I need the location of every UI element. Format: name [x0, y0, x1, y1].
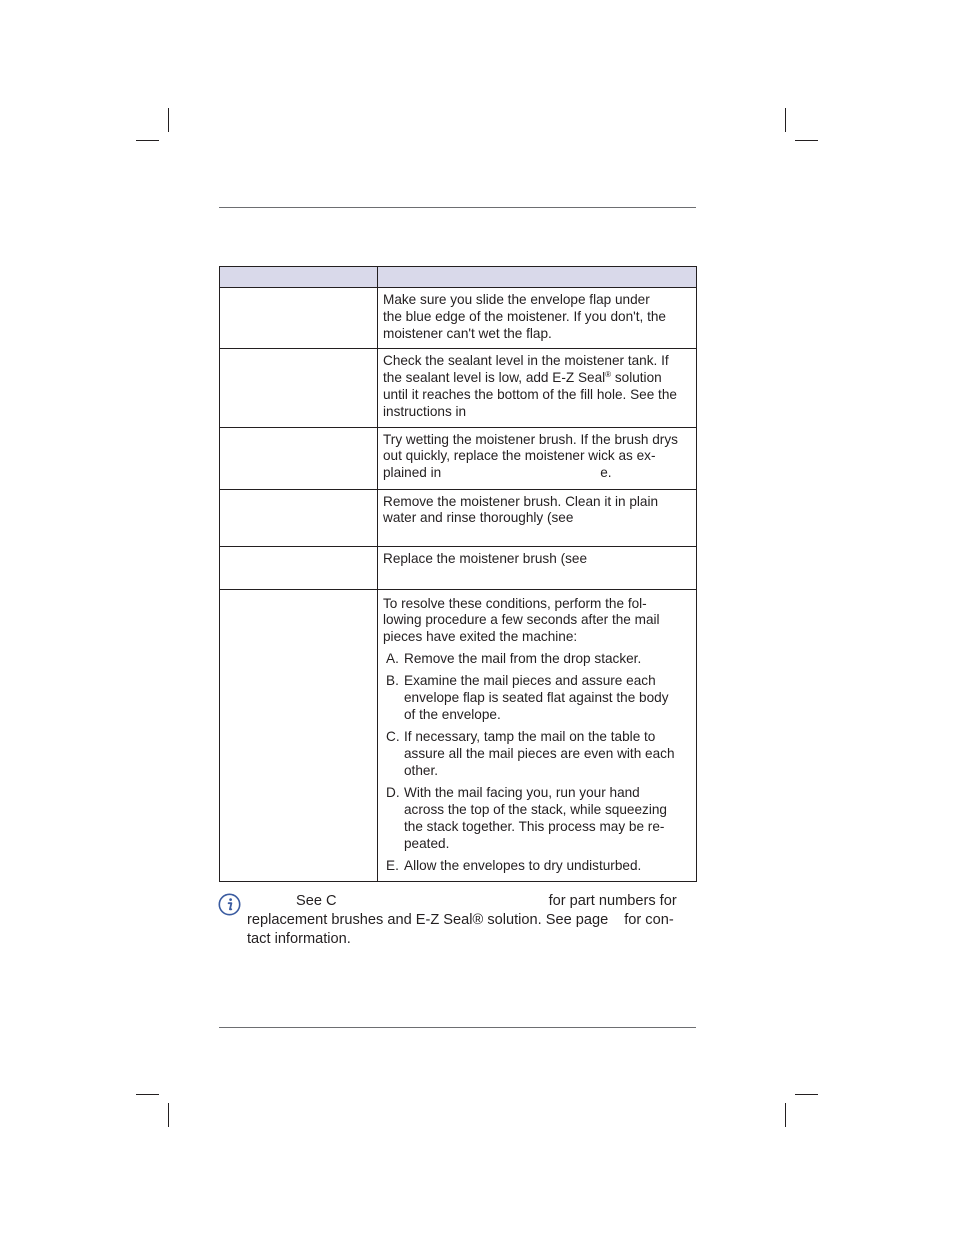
solution-line: plained in — [383, 465, 442, 481]
intro-line: lowing procedure a few seconds after the mail — [383, 612, 660, 628]
table-row — [220, 349, 697, 427]
note-text: See C — [296, 893, 337, 909]
procedure-steps — [383, 651, 691, 875]
solution-line: solution — [611, 370, 662, 386]
step-line: other. — [404, 762, 439, 778]
note-paragraph — [247, 892, 699, 949]
table-header-row — [220, 267, 697, 288]
table-row — [220, 489, 697, 546]
troubleshooting-table — [219, 266, 697, 882]
step-marker: A. — [386, 650, 399, 666]
list-item — [383, 858, 691, 875]
list-item — [383, 785, 691, 852]
solution-line: the blue edge of the moistener. If you don't, the — [383, 308, 666, 324]
solution-line: Try wetting the moistener brush. If the brush drys — [383, 431, 678, 447]
step-line: across the top of the stack, while squeezing — [404, 802, 667, 818]
step-line: Examine the mail pieces and assure each — [404, 673, 656, 689]
solution-line: Remove the moistener brush. Clean it in plain — [383, 493, 659, 509]
solution-line: Replace the moistener brush (see — [383, 550, 588, 566]
step-line: of the envelope. — [404, 706, 501, 722]
table-row — [220, 546, 697, 589]
solution-cell — [378, 489, 697, 546]
solution-line: the sealant level is low, add E-Z Seal — [383, 370, 606, 386]
table-row — [220, 288, 697, 349]
solution-line: water and rinse thoroughly (see — [383, 510, 574, 526]
intro-line: To resolve these conditions, perform the fol- — [383, 595, 647, 611]
crop-mark — [136, 140, 159, 141]
problem-column-header — [220, 267, 378, 288]
step-line: the stack together. This process may be re- — [404, 818, 665, 834]
header-rule — [219, 207, 696, 208]
solution-line: out quickly, replace the moistener wick as ex- — [383, 448, 656, 464]
list-item — [383, 651, 691, 668]
step-marker: B. — [386, 673, 399, 689]
problem-cell — [220, 349, 378, 427]
solution-line: e. — [600, 465, 612, 481]
solution-cell — [378, 427, 697, 489]
note-text: for con- — [624, 912, 674, 928]
step-line: If necessary, tamp the mail on the table to — [404, 729, 656, 745]
note-text: replacement brushes and E-Z Seal® solution. See page — [247, 912, 609, 928]
solution-line: moistener can't wet the flap. — [383, 325, 552, 341]
crop-mark — [795, 140, 818, 141]
problem-cell — [220, 589, 378, 881]
intro-line: pieces have exited the machine: — [383, 629, 578, 645]
solution-cell — [378, 589, 697, 881]
crop-mark — [136, 1094, 159, 1095]
solution-line: until it reaches the bottom of the fill hole. See the — [383, 386, 677, 402]
problem-cell — [220, 427, 378, 489]
crop-mark — [785, 108, 786, 132]
solution-column-header — [378, 267, 697, 288]
note-text: for part numbers for — [548, 893, 677, 909]
crop-mark — [785, 1103, 786, 1127]
registered-mark: ® — [605, 370, 612, 380]
info-icon — [218, 893, 241, 916]
step-marker: C. — [386, 729, 400, 745]
step-line: Remove the mail from the drop stacker. — [404, 650, 642, 666]
step-line: assure all the mail pieces are even with each — [404, 746, 675, 762]
solution-line: Make sure you slide the envelope flap under — [383, 292, 650, 307]
step-line: Allow the envelopes to dry undisturbed. — [404, 858, 642, 874]
step-line: peated. — [404, 835, 450, 851]
step-marker: E. — [386, 858, 399, 874]
solution-cell — [378, 349, 697, 427]
solution-line: Check the sealant level in the moistener tank. If — [383, 353, 669, 369]
step-line: With the mail facing you, run your hand — [404, 785, 640, 801]
step-marker: D. — [386, 785, 400, 801]
solution-cell — [378, 546, 697, 589]
crop-mark — [168, 108, 169, 132]
table-row — [220, 589, 697, 881]
problem-cell — [220, 288, 378, 349]
footer-rule — [219, 1027, 696, 1028]
crop-mark — [168, 1103, 169, 1127]
problem-cell — [220, 489, 378, 546]
solution-line: instructions in — [383, 403, 467, 419]
list-item — [383, 729, 691, 779]
solution-cell — [378, 288, 697, 349]
list-item — [383, 673, 691, 723]
note-text: tact information. — [247, 931, 351, 947]
table-row — [220, 427, 697, 489]
problem-cell — [220, 546, 378, 589]
procedure-intro — [383, 596, 691, 646]
crop-mark — [795, 1094, 818, 1095]
step-line: envelope flap is seated flat against the body — [404, 690, 669, 706]
